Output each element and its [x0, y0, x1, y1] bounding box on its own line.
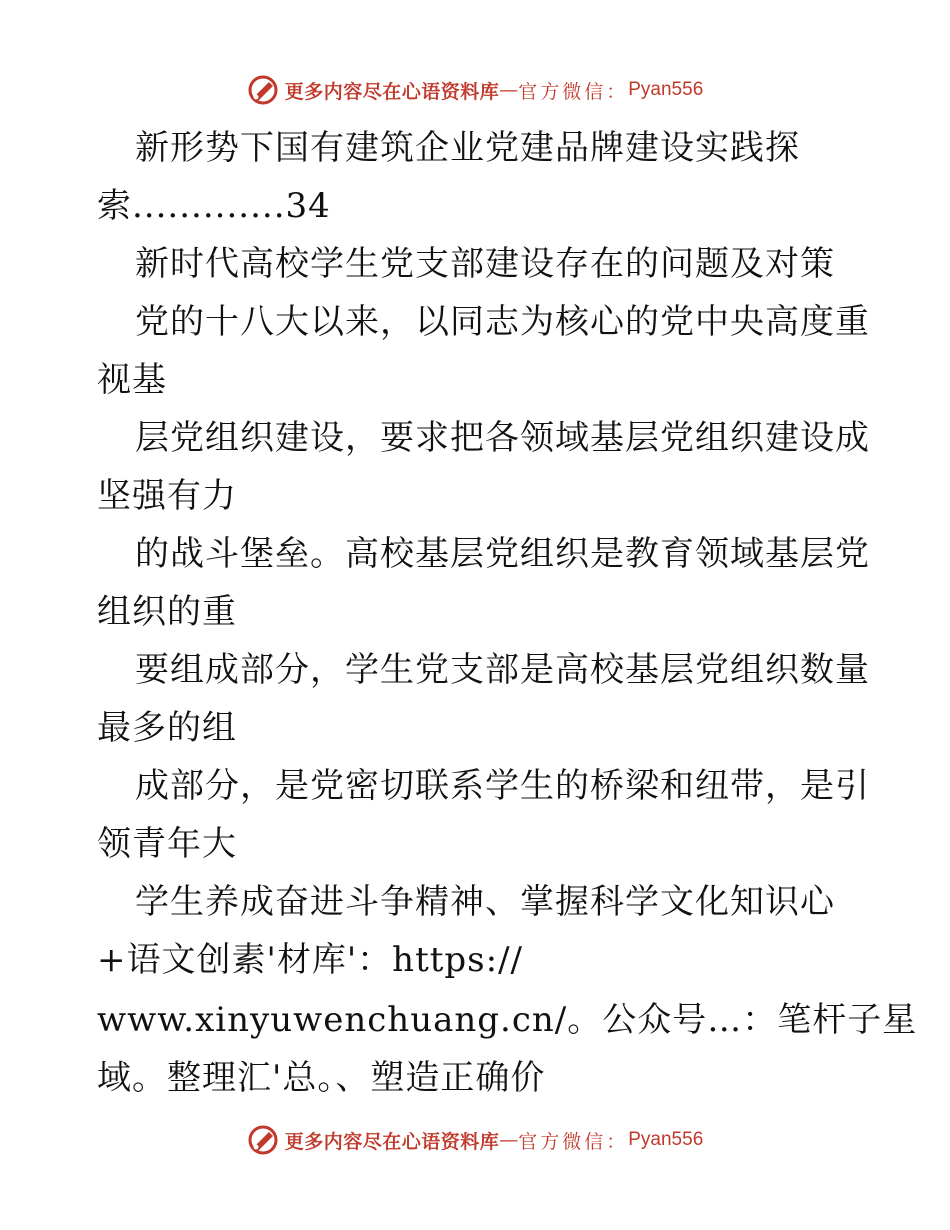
footer-official-label: 官方微信： [518, 1130, 629, 1153]
header-official-label: 官方微信： [518, 80, 629, 103]
body-line-7: 坚强有力 [97, 476, 237, 516]
footer-wechat-id: Pyan556 [628, 1129, 704, 1150]
header-wechat-id: Pyan556 [628, 79, 704, 100]
body-line-2: 索.............34 [97, 186, 331, 226]
pen-logo-icon [247, 74, 279, 106]
body-line-6: 层党组织建设，要求把各领域基层党组织建设成 [135, 418, 870, 458]
body-line-14: 学生养成奋进斗争精神、掌握科学文化知识心 [135, 882, 835, 922]
footer-dash: — [499, 1129, 519, 1151]
body-line-13: 领青年大 [97, 824, 237, 864]
body-line-9: 组织的重 [97, 592, 237, 632]
pen-logo-icon [247, 1124, 279, 1156]
footer-site-text: 更多内容尽在心语资料库 [284, 1130, 500, 1153]
body-line-16: www.xinyuwenchuang.cn/。公众号…：笔杆子星 [97, 1000, 918, 1040]
body-line-4: 党的十八大以来，以同志为核心的党中央高度重 [135, 302, 870, 342]
header-site-text: 更多内容尽在心语资料库 [284, 80, 500, 103]
body-line-12: 成部分，是党密切联系学生的桥梁和纽带，是引 [135, 766, 870, 806]
header-banner [0, 70, 950, 110]
footer-banner [0, 1120, 950, 1160]
body-line-15: +语文创素'材库'：https:// [97, 940, 523, 980]
body-line-17: 域。整理汇'总。、塑造正确价 [97, 1058, 546, 1098]
body-line-3: 新时代高校学生党支部建设存在的问题及对策 [135, 244, 835, 284]
header-dash: — [499, 79, 519, 101]
body-line-11: 最多的组 [97, 708, 237, 748]
body-line-1: 新形势下国有建筑企业党建品牌建设实践探 [135, 128, 800, 168]
body-line-5: 视基 [97, 360, 167, 400]
body-line-10: 要组成部分，学生党支部是高校基层党组织数量 [135, 650, 870, 690]
body-line-8: 的战斗堡垒。高校基层党组织是教育领域基层党 [135, 534, 870, 574]
